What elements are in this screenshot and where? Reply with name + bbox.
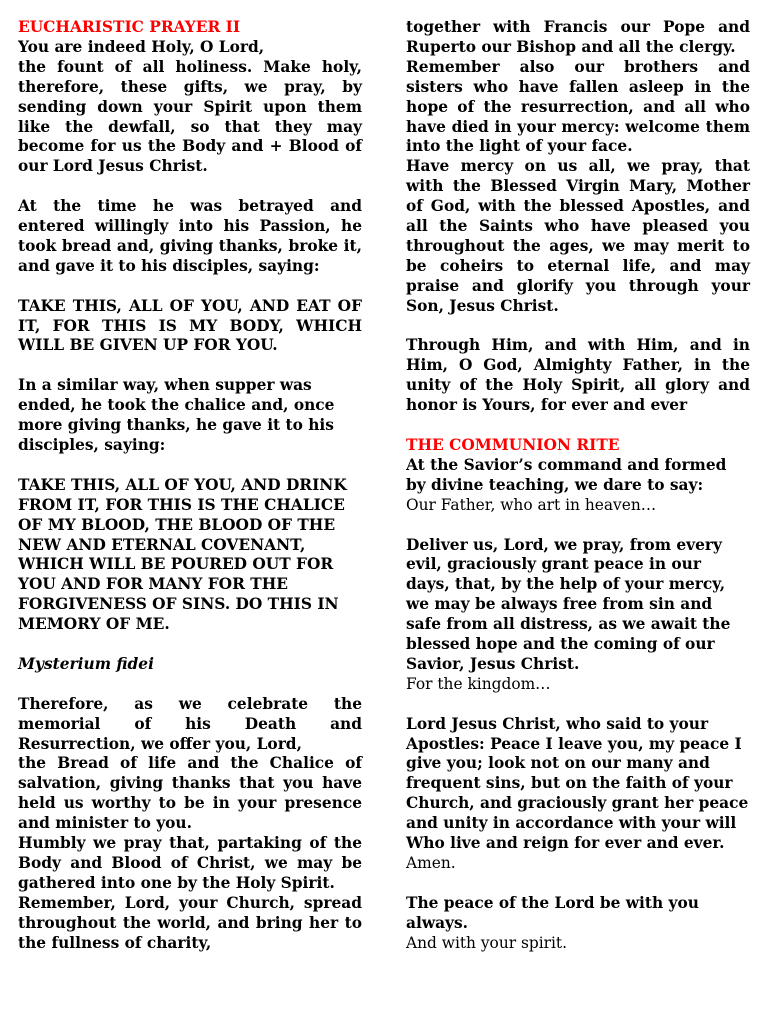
institution-narrative-chalice: In a similar way, when supper was ended, he took the chalice and, once more giving thanks, he gave it to his disciples, saying: bbox=[18, 376, 335, 454]
right-column bbox=[406, 18, 750, 954]
embolism-response: For the kingdom… bbox=[406, 674, 551, 693]
intercession-church: Remember, Lord, your Church, spread throughout the world, and bring her to the fullness of charity, bbox=[18, 893, 362, 952]
peace-greeting-response: And with your spirit. bbox=[406, 933, 568, 952]
mystery-of-faith: Mysterium fidei bbox=[18, 654, 154, 673]
lords-prayer-intro: At the Savior’s command and formed by divine teaching, we dare to say: bbox=[406, 455, 727, 494]
second-epiclesis: Humbly we pray that, partaking of the Body and Blood of Christ, we may be gathered into one by the Holy Spirit. bbox=[18, 834, 362, 892]
lords-prayer-response: Our Father, who art in heaven… bbox=[406, 495, 657, 514]
intercession-dead: Remember also our brothers and sisters who have fallen asleep in the hope of the resurrection, and all who have died in your mercy: welcome them into the light of your face. bbox=[406, 57, 750, 156]
peace-greeting: The peace of the Lord be with you always. bbox=[406, 893, 699, 932]
consecration-chalice: TAKE THIS, ALL OF YOU, AND DRINK FROM IT, FOR THIS IS THE CHALICE OF MY BLOOD, THE BLOOD OF THE NEW AND ETERNAL COVENANT, WHICH WILL BE POURED OUT FOR YOU AND FOR MANY FOR THE FORGIVENESS OF SINS. DO THIS IN MEMORY OF ME. bbox=[18, 475, 347, 634]
consecration-bread: TAKE THIS, ALL OF YOU, AND EAT OF IT, FOR THIS IS MY BODY, WHICH WILL BE GIVEN UP FOR YOU. bbox=[18, 296, 362, 355]
eucharistic-prayer-heading: EUCHARISTIC PRAYER II bbox=[18, 18, 241, 36]
prayer-for-peace-response: Amen. bbox=[406, 854, 456, 872]
anamnesis-paragraph: Therefore, as we celebrate the memorial of his Death and Resurrection, we offer you, Lord, bbox=[18, 694, 362, 753]
prayer-for-peace: Lord Jesus Christ, who said to your Apostles: Peace I leave you, my peace I give you; look not on our many and frequent sins, but on the faith of your Church, and graciously grant her peace and unity in accordance with your will Who live and reign for ever and ever. bbox=[406, 714, 749, 853]
epiclesis-paragraph: the fount of all holiness. Make holy, therefore, these gifts, we pray, by sending down your Spirit upon them like the dewfall, so that they may become for us the Body and + Blood of our Lord Jesus Christ. bbox=[18, 57, 362, 176]
prayer-opening-line: You are indeed Holy, O Lord, bbox=[18, 37, 265, 56]
left-column bbox=[18, 18, 362, 954]
embolism-prayer: Deliver us, Lord, we pray, from every evil, graciously grant peace in our days, that, by the help of your mercy, we may be always free from sin and safe from all distress, as we await the blessed hope and the coming of our Savior, Jesus Christ. bbox=[406, 535, 731, 673]
institution-narrative-bread: At the time he was betrayed and entered willingly into his Passion, he took bread and, giving thanks, broke it, and gave it to his disciples, saying: bbox=[18, 197, 362, 275]
doxology: Through Him, and with Him, and in Him, O God, Almighty Father, in the unity of the Holy Spirit, all glory and honor is Yours, for ever and ever bbox=[406, 336, 750, 415]
communion-rite-heading: THE COMMUNION RITE bbox=[406, 436, 620, 454]
intercession-pope-bishop: together with Francis our Pope and Ruperto our Bishop and all the clergy. bbox=[406, 18, 750, 56]
offering-paragraph: the Bread of life and the Chalice of salvation, giving thanks that you have held us worthy to be in your presence and minister to you. bbox=[18, 754, 362, 833]
intercession-saints: Have mercy on us all, we pray, that with the Blessed Virgin Mary, Mother of God, with the blessed Apostles, and all the Saints who have pleased you throughout the ages, we may merit to be coheirs to eternal life, and may praise and glorify you through your Son, Jesus Christ. bbox=[406, 157, 750, 315]
